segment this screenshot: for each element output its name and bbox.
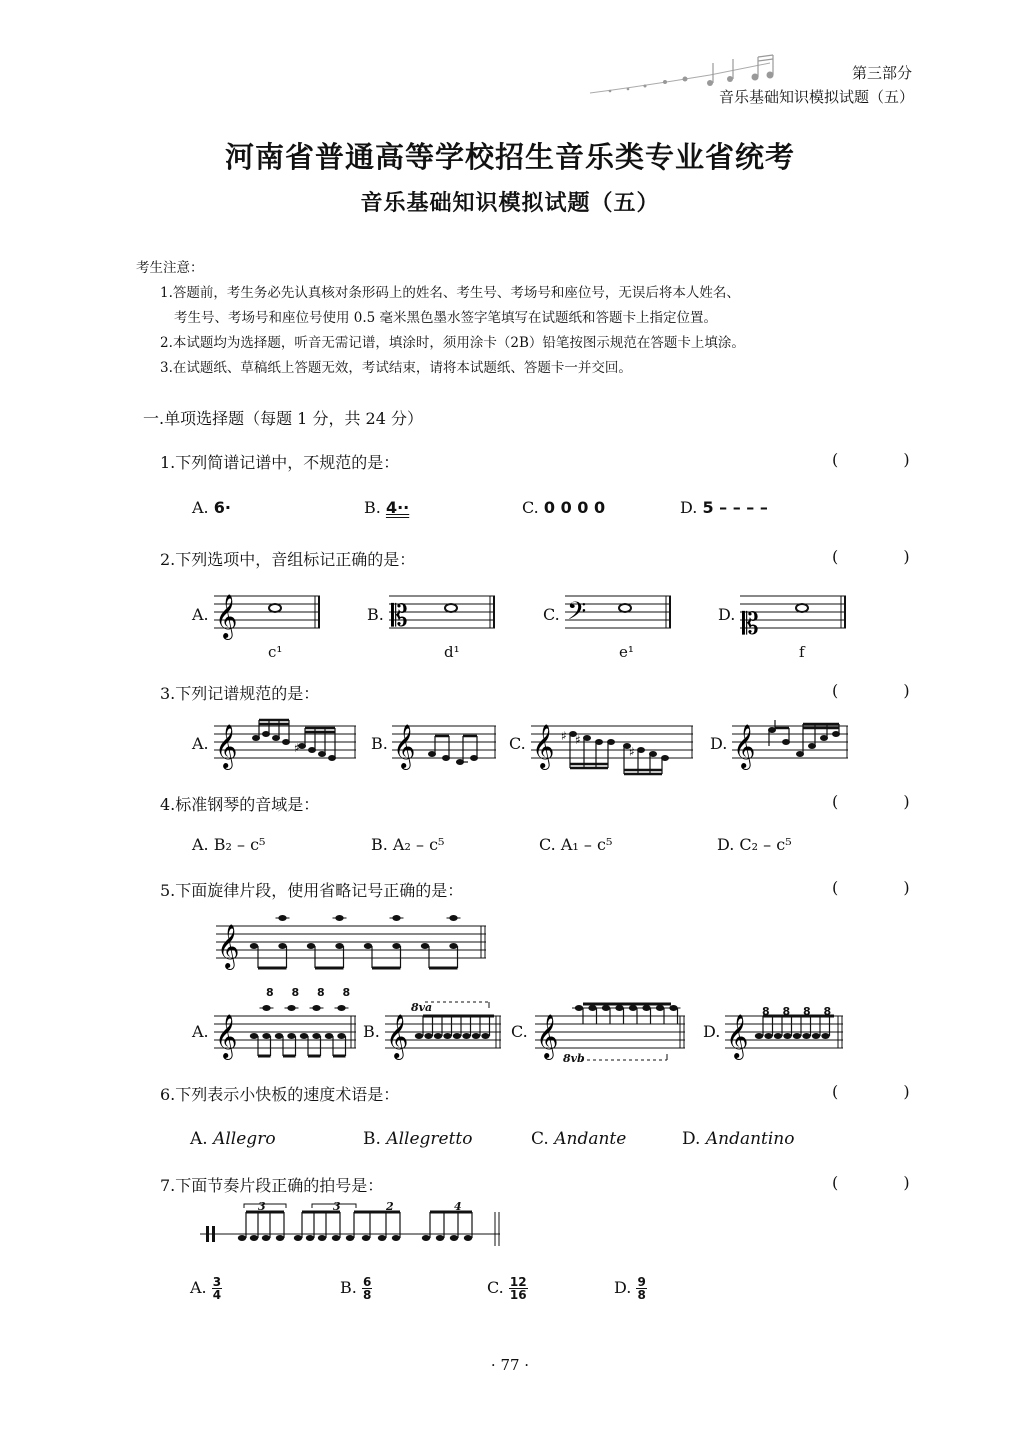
question-5: 5.下面旋律片段，使用省略记号正确的是：: [160, 881, 464, 900]
note-head: [362, 1235, 370, 1241]
question-6: 6.下列表示小快板的速度术语是：: [160, 1085, 400, 1104]
note-head: [774, 1033, 782, 1039]
note-head: [250, 1235, 258, 1241]
q2-option-c-label[interactable]: C.: [543, 605, 560, 624]
treble-clef-icon: 𝄞: [217, 924, 240, 968]
q4-option-d[interactable]: D. C₂ – c⁵: [717, 835, 792, 854]
header-exam-label: 音乐基础知识模拟试题（五）: [718, 88, 914, 106]
q5-staff-d: [725, 1014, 855, 1058]
q6-option-d[interactable]: D. Andantino: [682, 1129, 795, 1149]
q3-option-a-label[interactable]: A.: [192, 734, 209, 753]
whole-note: [445, 604, 457, 612]
question-3: 3.下列记谱规范的是：: [160, 684, 320, 703]
note-head: [449, 943, 457, 949]
tuplet-3-b: 3: [333, 1200, 341, 1213]
svg-text:♯: ♯: [629, 745, 635, 759]
question-1: 1.下列简谱记谱中，不规范的是：: [160, 453, 400, 472]
note-head: [300, 1033, 308, 1039]
answer-paren[interactable]: ( ): [832, 450, 910, 469]
note-head: [250, 943, 258, 949]
note-head: [783, 1033, 791, 1039]
q1-option-d[interactable]: D. 5 – – – –: [680, 498, 768, 517]
q2-note-label-b: d¹: [444, 643, 460, 661]
note-head: [287, 1033, 295, 1039]
note-head: [337, 1033, 345, 1039]
note-head: [262, 1235, 270, 1241]
whole-note: [796, 604, 808, 612]
alto-clef-icon: 𝄡: [391, 599, 408, 634]
note-head: [434, 1033, 442, 1039]
q1-option-c[interactable]: C. 0 0 0 0: [522, 498, 606, 517]
note-head: [755, 1033, 763, 1039]
notice-item: 2.本试题均为选择题，听音无需记谱，填涂时，须用涂卡（2B）铅笔按图示规范在答题卡上填涂。: [160, 335, 745, 351]
note-head: [275, 1033, 283, 1039]
note-head: [793, 1033, 801, 1039]
note-head: [325, 1033, 333, 1039]
notice-item: 3.在试题纸、草稿纸上答题无效，考试结束，请将本试题纸、答题卡一并交回。: [160, 360, 632, 376]
notice-item: 考生号、考场号和座位号使用 0.5 毫米黑色墨水签字笔填写在试题纸和答题卡上指定位置。: [174, 310, 718, 326]
q7-option-a[interactable]: A. $\frac{3}{4}$: [190, 1275, 222, 1302]
treble-clef-icon: 𝄞: [532, 724, 555, 768]
note-head: [378, 1235, 386, 1241]
q5-c-8vb-mark: 8vb: [563, 1052, 585, 1065]
q3-option-b-label[interactable]: B.: [371, 734, 388, 753]
answer-paren[interactable]: ( ): [832, 547, 910, 566]
q7-rhythm-staff: [200, 1204, 510, 1254]
note-head: [392, 1235, 400, 1241]
note-head: [312, 1033, 320, 1039]
note-head: [472, 1033, 480, 1039]
note-head: [276, 1235, 284, 1241]
q4-option-a[interactable]: A. B₂ – c⁵: [192, 835, 266, 854]
q2-option-a-label[interactable]: A.: [192, 605, 209, 624]
treble-clef-icon: 𝄞: [393, 724, 416, 768]
whole-note: [269, 604, 281, 612]
note-head: [764, 1033, 772, 1039]
note-head: [443, 1033, 451, 1039]
treble-clef-icon: 𝄞: [726, 1014, 749, 1058]
treble-clef-icon: 𝄞: [536, 1014, 559, 1058]
q5-option-a-label[interactable]: A.: [192, 1022, 209, 1041]
svg-text:♯: ♯: [561, 729, 567, 743]
treble-clef-icon: 𝄞: [215, 724, 238, 768]
note-head: [424, 1033, 432, 1039]
q5-option-d-label[interactable]: D.: [703, 1022, 721, 1041]
q2-note-label-d: f: [799, 643, 805, 661]
q4-option-c[interactable]: C. A₁ – c⁵: [539, 835, 613, 854]
note-head: [332, 1235, 340, 1241]
answer-paren[interactable]: ( ): [832, 681, 910, 700]
note-head: [481, 1033, 489, 1039]
q7-option-d[interactable]: D. $\frac{9}{8}$: [614, 1275, 646, 1302]
q6-option-c[interactable]: C. Andante: [531, 1129, 627, 1149]
note-head: [450, 1235, 458, 1241]
q2-staff-b: [389, 594, 499, 638]
note-head: [821, 1033, 829, 1039]
note-head: [250, 1033, 258, 1039]
page-subtitle: 音乐基础知识模拟试题（五）: [360, 190, 660, 216]
answer-paren[interactable]: ( ): [832, 792, 910, 811]
q3-option-c-label[interactable]: C.: [509, 734, 526, 753]
bass-clef-icon: 𝄢: [567, 597, 587, 632]
q7-option-b[interactable]: B. $\frac{6}{8}$: [340, 1275, 372, 1302]
note-head: [262, 1033, 270, 1039]
tenor-clef-icon: 𝄡: [742, 607, 759, 642]
note-head: [802, 1033, 810, 1039]
note-head: [422, 1235, 430, 1241]
q5-option-b-label[interactable]: B.: [363, 1022, 380, 1041]
note-head: [278, 943, 286, 949]
note-head: [392, 943, 400, 949]
answer-paren[interactable]: ( ): [832, 1082, 910, 1101]
q2-note-label-c: e¹: [619, 643, 634, 661]
tuplet-4: 4: [454, 1200, 462, 1213]
q3-staff-b: [392, 724, 502, 774]
treble-clef-icon: 𝄞: [733, 724, 756, 768]
question-7: 7.下面节奏片段正确的拍号是：: [160, 1176, 384, 1195]
header-section-label: 第三部分: [851, 64, 912, 82]
treble-clef-icon: 𝄞: [215, 594, 238, 638]
q2-staff-a: [214, 594, 324, 638]
note-head: [415, 1033, 423, 1039]
q5-melody-staff: [216, 924, 496, 974]
q5-d-eight-marks: 8 8 8 8: [762, 1005, 832, 1018]
note-head: [294, 1235, 302, 1241]
q5-staff-c: [535, 1014, 695, 1074]
q1-option-a[interactable]: A. 6·: [192, 498, 231, 517]
q7-option-c[interactable]: C. $\frac{12}{16}$: [487, 1275, 527, 1302]
note-head: [364, 943, 372, 949]
svg-text:♯: ♯: [575, 733, 581, 747]
q3-staff-a: [214, 724, 364, 774]
notice-block: [136, 256, 745, 381]
q5-staff-a: [214, 1014, 364, 1058]
page-number: · 77 ·: [490, 1356, 530, 1374]
note-head: [462, 1033, 470, 1039]
whole-note: [619, 604, 631, 612]
question-2: 2.下列选项中，音组标记正确的是：: [160, 550, 416, 569]
q2-option-d-label[interactable]: D.: [718, 605, 736, 624]
tuplet-3-a: 3: [258, 1200, 266, 1213]
svg-text:♯: ♯: [294, 741, 300, 755]
note-head: [464, 1235, 472, 1241]
note-head: [436, 1235, 444, 1241]
note-head: [307, 943, 315, 949]
q2-staff-c: [565, 594, 675, 638]
answer-paren[interactable]: ( ): [832, 1173, 910, 1192]
note-head: [812, 1033, 820, 1039]
note-head: [238, 1235, 246, 1241]
note-head: [306, 1235, 314, 1241]
q2-note-label-a: c¹: [268, 643, 283, 661]
note-head: [421, 943, 429, 949]
q5-b-8va-mark: 8va: [411, 1001, 433, 1014]
notice-head: 考生注意：: [136, 260, 204, 276]
note-head: [335, 943, 343, 949]
q5-a-eight-marks: 8 8 8 8: [266, 986, 351, 999]
treble-clef-icon: 𝄞: [215, 1014, 238, 1058]
page-title: 河南省普通高等学校招生音乐类专业省统考: [224, 140, 795, 174]
q4-option-b[interactable]: B. A₂ – c⁵: [371, 835, 445, 854]
q6-option-a[interactable]: A. Allegro: [190, 1129, 276, 1149]
note-head: [318, 1235, 326, 1241]
q3-staff-d: [732, 724, 852, 774]
q3-option-d-label[interactable]: D.: [710, 734, 728, 753]
tuplet-2: 2: [386, 1200, 394, 1213]
answer-paren[interactable]: ( ): [832, 878, 910, 897]
q5-option-c-label[interactable]: C.: [511, 1022, 528, 1041]
note-head: [346, 1235, 354, 1241]
note-head: [453, 1033, 461, 1039]
q6-option-b[interactable]: B. Allegretto: [363, 1129, 473, 1149]
section-heading: 一.单项选择题（每题 1 分，共 24 分）: [143, 409, 423, 428]
q1-option-b[interactable]: B. 4··: [364, 498, 410, 517]
question-4: 4.标准钢琴的音域是：: [160, 795, 320, 814]
q3-staff-c: [531, 724, 701, 780]
notice-item: 1.答题前，考生务必先认真核对条形码上的姓名、考生号、考场号和座位号，无误后将本人姓名、: [160, 285, 740, 301]
q2-option-b-label[interactable]: B.: [367, 605, 384, 624]
q2-staff-d: [740, 594, 850, 642]
treble-clef-icon: 𝄞: [386, 1014, 409, 1058]
q5-staff-b: [385, 1014, 505, 1058]
